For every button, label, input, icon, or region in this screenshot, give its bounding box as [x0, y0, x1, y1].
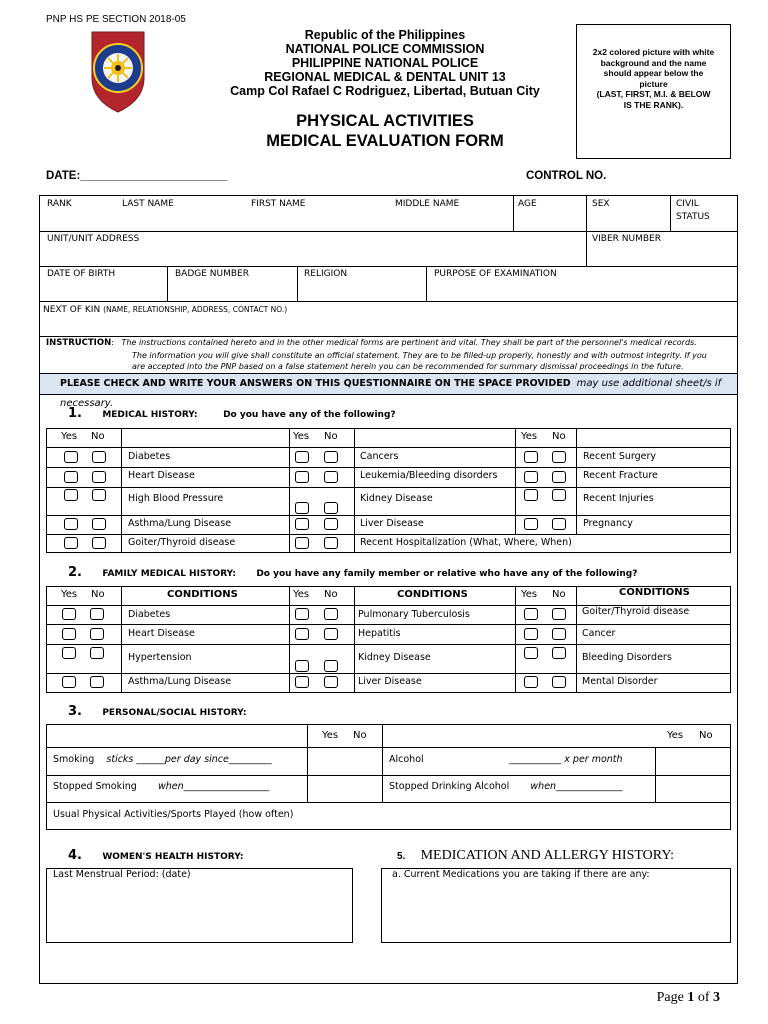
- medical-history-table: [46, 428, 731, 553]
- current-medications-label: a. Current Medications you are taking if there are any:: [392, 869, 650, 880]
- stopped-alcohol-label: Stopped Drinking Alcohol: [389, 781, 510, 792]
- yes-checkbox[interactable]: [524, 608, 538, 620]
- condition-label: Heart Disease: [128, 628, 195, 639]
- no-checkbox[interactable]: [324, 608, 338, 620]
- document-code: PNP HS PE SECTION 2018-05: [46, 14, 186, 25]
- pnp-seal-icon: [86, 28, 150, 114]
- yes-checkbox[interactable]: [62, 628, 76, 640]
- yes-checkbox[interactable]: [524, 489, 538, 501]
- section-question: Do you have any family member or relative who have any of the following?: [256, 569, 638, 579]
- instruction-text: are accepted into the PNP based on a false statement herein you can be recommended for summary dismissal proceedings in the future.: [132, 362, 684, 371]
- date-field[interactable]: DATE:_______________________: [46, 170, 228, 182]
- section-5-heading: [397, 844, 674, 864]
- no-checkbox[interactable]: [324, 660, 338, 672]
- page-current: 1: [687, 990, 695, 1005]
- yes-checkbox[interactable]: [295, 518, 309, 530]
- instruction-lead: INSTRUCTION: [46, 338, 112, 348]
- section-title: MEDICATION AND ALLERGY HISTORY:: [420, 848, 675, 863]
- condition-label: Kidney Disease: [358, 652, 431, 663]
- page-prefix: Page: [656, 990, 688, 1005]
- no-checkbox[interactable]: [90, 608, 104, 620]
- agency-header: [200, 28, 570, 98]
- condition-label: Bleeding Disorders: [582, 652, 672, 663]
- no-checkbox[interactable]: [324, 537, 338, 549]
- yes-checkbox[interactable]: [524, 628, 538, 640]
- condition-label: Recent Surgery: [583, 451, 657, 462]
- header-line: PHILIPPINE NATIONAL POLICE: [291, 56, 479, 70]
- photo-instruction: picture: [639, 78, 668, 89]
- header-line: Camp Col Rafael C Rodriguez, Libertad, Butuan City: [230, 84, 540, 98]
- religion-field[interactable]: RELIGION: [304, 269, 348, 279]
- yes-checkbox[interactable]: [62, 676, 76, 688]
- yes-checkbox[interactable]: [295, 502, 309, 514]
- photo-instruction: IS THE RANK).: [623, 99, 684, 110]
- section-question: Do you have any of the following?: [223, 410, 396, 420]
- no-checkbox[interactable]: [324, 628, 338, 640]
- condition-label: Liver Disease: [360, 518, 424, 529]
- no-checkbox[interactable]: [92, 489, 106, 501]
- section-number: 4.: [68, 848, 82, 863]
- form-title-line: PHYSICAL ACTIVITIES: [296, 112, 474, 130]
- next-of-kin-detail: (NAME, RELATIONSHIP, ADDRESS, CONTACT NO.): [103, 305, 288, 314]
- section-1-heading: [68, 402, 396, 421]
- no-checkbox[interactable]: [552, 676, 566, 688]
- yes-checkbox[interactable]: [524, 451, 538, 463]
- section-2-heading: [68, 561, 637, 580]
- yes-header: Yes: [521, 589, 538, 600]
- banner-italic: may use additional sheet/s if necessary.: [60, 378, 722, 409]
- yes-checkbox[interactable]: [524, 471, 538, 483]
- page-number: [657, 990, 720, 1006]
- photo-instruction: (LAST, FIRST, M.I. & BELOW: [596, 89, 711, 99]
- smoking-detail: sticks ______per day since_________: [106, 754, 272, 765]
- condition-label: Mental Disorder: [582, 676, 658, 687]
- yes-checkbox[interactable]: [64, 518, 78, 530]
- condition-label: Recent Hospitalization (What, Where, When): [360, 537, 572, 548]
- unit-address-field[interactable]: UNIT/UNIT ADDRESS: [47, 234, 140, 244]
- no-header: No: [91, 431, 105, 442]
- yes-checkbox[interactable]: [524, 647, 538, 659]
- no-checkbox[interactable]: [552, 451, 566, 463]
- photo-instruction: should appear below the: [603, 68, 704, 78]
- page-of: of: [694, 990, 713, 1005]
- alcohol-label: Alcohol: [389, 754, 424, 765]
- conditions-header: CONDITIONS: [167, 589, 238, 600]
- banner-bold: PLEASE CHECK AND WRITE YOUR ANSWERS ON THIS QUESTIONNAIRE ON THE SPACE PROVIDED: [60, 378, 571, 389]
- photo-instruction: background and the name: [600, 57, 707, 68]
- middle-name-field[interactable]: MIDDLE NAME: [395, 199, 460, 209]
- condition-label: Cancer: [582, 628, 616, 639]
- alcohol-detail-field[interactable]: ___________ x per month: [509, 754, 623, 765]
- condition-label: Recent Injuries: [583, 493, 654, 504]
- no-header: No: [552, 589, 566, 600]
- section-title: WOMEN'S HEALTH HISTORY:: [102, 852, 244, 862]
- no-checkbox[interactable]: [92, 537, 106, 549]
- condition-label: Goiter/Thyroid disease: [582, 606, 690, 617]
- no-checkbox[interactable]: [92, 471, 106, 483]
- condition-label: Asthma/Lung Disease: [128, 518, 232, 529]
- no-header: No: [324, 431, 338, 442]
- yes-checkbox[interactable]: [64, 489, 78, 501]
- instruction-text: The instructions contained hereto and in the other medical forms are pertinent and vital. They shall be part of the personnel's medical records.: [121, 338, 697, 347]
- section-title: MEDICAL HISTORY:: [102, 410, 198, 420]
- no-checkbox[interactable]: [552, 647, 566, 659]
- no-checkbox[interactable]: [552, 471, 566, 483]
- condition-label: Pulmonary Tuberculosis: [358, 609, 470, 620]
- no-checkbox[interactable]: [552, 518, 566, 530]
- section-title: FAMILY MEDICAL HISTORY:: [102, 569, 236, 579]
- civil-status-label: STATUS: [676, 212, 710, 222]
- no-checkbox[interactable]: [90, 647, 104, 659]
- smoking-field[interactable]: [53, 754, 272, 765]
- condition-label: Asthma/Lung Disease: [128, 676, 232, 687]
- condition-label: Heart Disease: [128, 470, 195, 481]
- no-checkbox[interactable]: [92, 451, 106, 463]
- photo-placeholder[interactable]: [576, 24, 731, 159]
- stopped-alcohol-field[interactable]: [389, 781, 623, 792]
- civil-status-field[interactable]: [676, 198, 710, 224]
- stopped-smoking-detail: when__________________: [157, 781, 270, 792]
- first-name-field[interactable]: FIRST NAME: [251, 199, 306, 209]
- yes-checkbox[interactable]: [62, 647, 76, 659]
- no-checkbox[interactable]: [552, 489, 566, 501]
- no-header: No: [552, 431, 566, 442]
- yes-header: Yes: [293, 589, 310, 600]
- yes-checkbox[interactable]: [64, 537, 78, 549]
- no-checkbox[interactable]: [324, 502, 338, 514]
- smoking-label: Smoking: [53, 754, 95, 765]
- family-history-table: [46, 586, 731, 693]
- no-header: No: [324, 589, 338, 600]
- badge-number-field[interactable]: BADGE NUMBER: [175, 269, 249, 279]
- condition-label: Kidney Disease: [360, 493, 433, 504]
- yes-checkbox[interactable]: [295, 676, 309, 688]
- purpose-field[interactable]: PURPOSE OF EXAMINATION: [434, 269, 557, 279]
- condition-label: High Blood Pressure: [128, 493, 224, 504]
- civil-status-label: CIVIL: [676, 199, 699, 209]
- last-menstrual-period-box[interactable]: [46, 868, 353, 943]
- condition-label: Diabetes: [128, 451, 171, 462]
- header-line: Republic of the Philippines: [304, 28, 466, 42]
- header-line: NATIONAL POLICE COMMISSION: [285, 42, 485, 56]
- section-number: 5.: [397, 851, 406, 862]
- next-of-kin-field[interactable]: [43, 303, 287, 317]
- form-title-line: MEDICAL EVALUATION FORM: [266, 132, 504, 150]
- control-number-label: CONTROL NO.: [526, 170, 607, 182]
- no-header: No: [91, 589, 105, 600]
- no-checkbox[interactable]: [90, 676, 104, 688]
- yes-header: Yes: [521, 431, 538, 442]
- condition-label: Leukemia/Bleeding disorders: [360, 470, 498, 481]
- yes-checkbox[interactable]: [295, 660, 309, 672]
- yes-checkbox[interactable]: [62, 608, 76, 620]
- no-checkbox[interactable]: [90, 628, 104, 640]
- yes-checkbox[interactable]: [295, 608, 309, 620]
- rank-field[interactable]: RANK: [47, 199, 72, 209]
- yes-checkbox[interactable]: [295, 471, 309, 483]
- last-name-field[interactable]: LAST NAME: [122, 199, 174, 209]
- yes-header: Yes: [667, 730, 684, 741]
- viber-number-field[interactable]: VIBER NUMBER: [592, 234, 661, 244]
- section-number: 3.: [68, 704, 82, 719]
- instruction-text: The information you will give shall constitute an official statement. They are to be filled-up properly, honestly and with outmost integrity. If you: [132, 350, 707, 360]
- page-total: 3: [713, 990, 720, 1005]
- yes-header: Yes: [61, 431, 78, 442]
- condition-label: Hepatitis: [358, 628, 401, 639]
- condition-label: Liver Disease: [358, 676, 422, 687]
- no-checkbox[interactable]: [324, 471, 338, 483]
- yes-header: Yes: [61, 589, 78, 600]
- age-field[interactable]: AGE: [518, 199, 537, 209]
- condition-label: Hypertension: [128, 652, 192, 663]
- stopped-alcohol-detail: when______________: [530, 781, 623, 792]
- yes-checkbox[interactable]: [295, 537, 309, 549]
- condition-label: Cancers: [360, 451, 399, 462]
- yes-checkbox[interactable]: [295, 451, 309, 463]
- section-title: PERSONAL/SOCIAL HISTORY:: [102, 708, 247, 718]
- yes-header: Yes: [293, 431, 310, 442]
- yes-checkbox[interactable]: [64, 451, 78, 463]
- yes-checkbox[interactable]: [295, 628, 309, 640]
- photo-instruction: 2x2 colored picture with white: [592, 47, 715, 57]
- no-checkbox[interactable]: [324, 451, 338, 463]
- conditions-header: CONDITIONS: [397, 589, 468, 600]
- social-history-table: [46, 724, 731, 830]
- usual-activities-field[interactable]: Usual Physical Activities/Sports Played (how often): [53, 809, 294, 820]
- stopped-smoking-field[interactable]: [53, 781, 269, 792]
- stopped-smoking-label: Stopped Smoking: [53, 781, 137, 792]
- lmp-label: Last Menstrual Period: (date): [53, 869, 191, 880]
- condition-label: Pregnancy: [583, 518, 633, 529]
- instruction-block: INSTRUCTION: The instructions contained hereto and in the other medical forms are pertinent and vital. They shall be part of the personnel's medical records. The information you will give shall constitute an official statement. They are to be filled-up properly, honestly and with outmost integrity. If you are accepted into the PNP based on a false statement herein you can be recommended for summary dismissal proceedings in the future.: [46, 337, 736, 373]
- header-line: REGIONAL MEDICAL & DENTAL UNIT 13: [264, 70, 506, 84]
- form-title: [200, 111, 570, 151]
- date-of-birth-field[interactable]: DATE OF BIRTH: [47, 269, 116, 279]
- yes-checkbox[interactable]: [524, 676, 538, 688]
- conditions-header: CONDITIONS: [619, 587, 690, 598]
- no-checkbox[interactable]: [324, 518, 338, 530]
- no-header: No: [699, 730, 713, 741]
- no-checkbox[interactable]: [552, 628, 566, 640]
- questionnaire-banner: [40, 373, 737, 409]
- section-number: 2.: [68, 565, 82, 580]
- no-checkbox[interactable]: [92, 518, 106, 530]
- condition-label: Recent Fracture: [583, 470, 658, 481]
- sex-field[interactable]: SEX: [592, 199, 610, 209]
- section-4-heading: [68, 844, 244, 863]
- yes-header: Yes: [322, 730, 339, 741]
- yes-checkbox[interactable]: [64, 471, 78, 483]
- current-medications-box[interactable]: [381, 868, 731, 943]
- next-of-kin-label: NEXT OF KIN: [43, 305, 101, 315]
- section-number: 1.: [68, 406, 82, 421]
- section-3-heading: [68, 700, 247, 719]
- no-checkbox[interactable]: [552, 608, 566, 620]
- condition-label: Goiter/Thyroid disease: [128, 537, 236, 548]
- no-header: No: [353, 730, 367, 741]
- yes-checkbox[interactable]: [524, 518, 538, 530]
- condition-label: Diabetes: [128, 609, 171, 620]
- no-checkbox[interactable]: [324, 676, 338, 688]
